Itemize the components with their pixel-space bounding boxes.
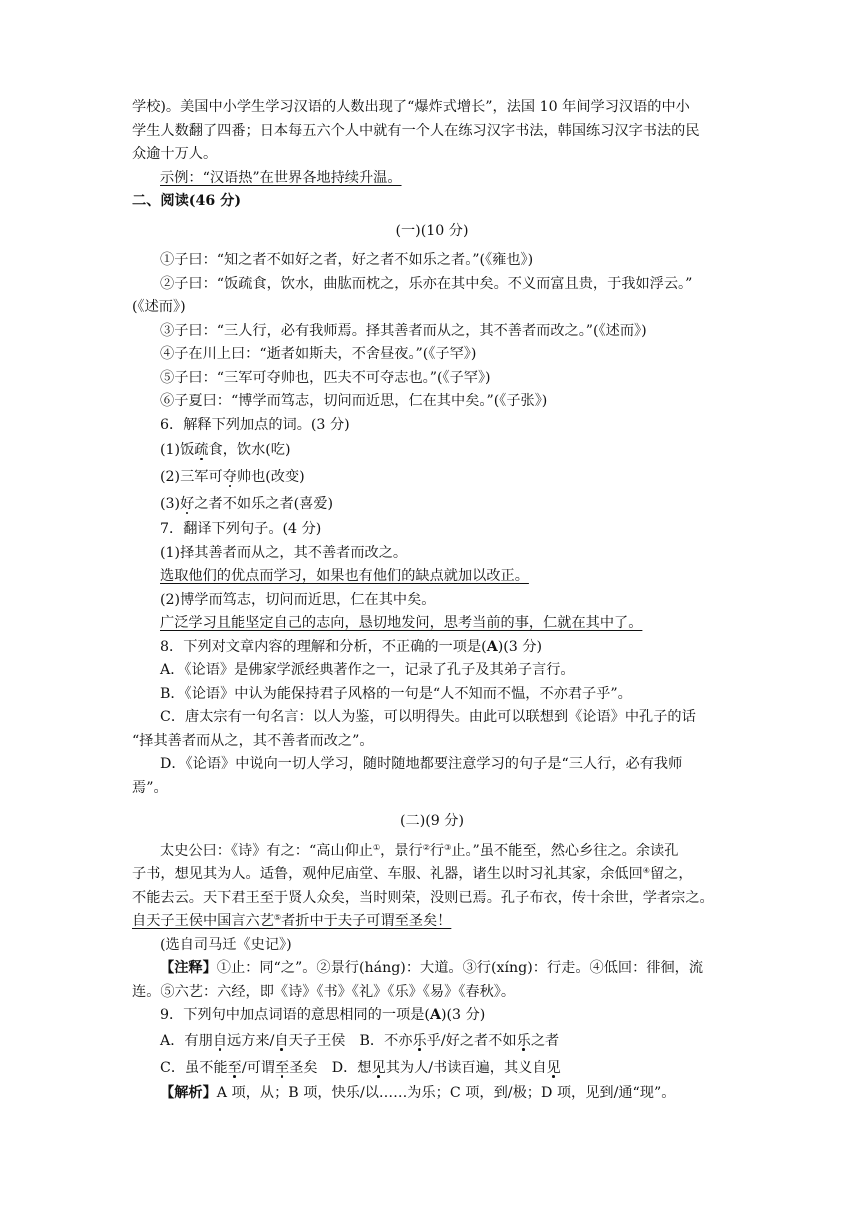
question-8-option: D．《论语》中说向一切人学习，随时随地都要注意学习的句子是“三人行，必有我师	[160, 756, 683, 772]
section-title: 二、阅读(46 分)	[132, 193, 242, 209]
question-7-answer: 选取他们的优点而学习，如果也有他们的缺点就加以改正。	[160, 568, 529, 584]
quote-4: ④子在川上曰：“逝者如斯夫，不舍昼夜。”(《子罕》)	[160, 346, 477, 362]
intro-line: 众逾十万人。	[132, 146, 218, 162]
classical-text: 子书，想见其为人。适鲁，观仲尼庙堂、车服、礼器，诸生以时习礼其家，余低回④留之，	[132, 866, 693, 882]
quote-5: ⑤子曰：“三军可夺帅也，匹夫不可夺志也。”(《子罕》)	[160, 369, 491, 386]
question-7-title: 7．翻译下列句子。(4 分)	[160, 521, 322, 537]
dotted-word: 好	[180, 496, 195, 512]
source-citation: (选自司马迁《史记》)	[160, 936, 292, 953]
question-8-option-cont: 焉”。	[132, 779, 168, 796]
question-8-option-cont: “择其善者而从之，其不善者而改之”。	[132, 732, 374, 749]
question-8-option: A．《论语》是佛家学派经典著作之一，记录了孔子及其弟子言行。	[160, 662, 575, 678]
question-8-option: C．唐太宗有一句名言：以人为鉴，可以明得失。由此可以联想到《论语》中孔子的话	[160, 709, 696, 725]
question-7-item: (2)博学而笃志，切问而近思，仁在其中矣。	[160, 591, 436, 608]
question-8-title: 8．下列对文章内容的理解和分析，不正确的一项是(A)(3 分)	[160, 638, 543, 655]
classical-text-underlined: 自天子王侯中国言六艺⑤者折中于夫子可谓至圣矣！	[132, 913, 452, 929]
quote-1: ①子曰：“知之者不如好之者，好之者不如乐之者。”(《雍也》)	[160, 252, 534, 268]
quote-3: ③子曰：“三人行，必有我师焉。择其善者而从之，其不善者而改之。”(《述而》)	[160, 322, 647, 339]
question-6-item: (1)饭疏食，饮水(吃)	[160, 442, 291, 458]
annotation-cont: 连。⑤六艺：六经，即《诗》《书》《礼》《乐》《易》《春秋》。	[132, 983, 516, 1000]
analysis: 【解析】A 项，从；B 项，快乐/以……为乐；C 项，到/极；D 项，见到/通“现”。	[160, 1084, 676, 1101]
part1-title: (一)(10 分)	[395, 222, 469, 239]
question-7-item: (1)择其善者而从之，其不善者而改之。	[160, 544, 408, 561]
dotted-word: 夺	[222, 469, 237, 485]
question-6-item: (2)三军可夺帅也(改变)	[160, 469, 305, 485]
question-9-title: 9．下列句中加点词语的意思相同的一项是(A)(3 分)	[160, 1007, 486, 1023]
question-6-item: (3)好之者不如乐之者(喜爱)	[160, 496, 334, 512]
question-7-answer: 广泛学习且能坚定自己的志向，恳切地发问，思考当前的事，仁就在其中了。	[160, 615, 643, 631]
answer-choice: A	[486, 638, 498, 655]
intro-line: 学生人数翻了四番；日本每五六个人中就有一个人在练习汉字书法，韩国练习汉字书法的民	[132, 122, 700, 139]
annotation: 【注释】①止：同“之”。②景行(háng)：大道。③行(xíng)：行走。④低回：徘徊，流	[160, 960, 704, 976]
classical-text: 太史公曰：《诗》有之：“高山仰止①，景行②行③止。”虽不能至，然心乡往之。余读孔	[160, 842, 679, 859]
quote-2: ②子曰：“饭疏食，饮水，曲肱而枕之，乐亦在其中矣。不义而富且贵，于我如浮云。”	[160, 275, 693, 292]
question-9-options: C．虽不能至/可谓至圣矣 D．想见其为人/书读百遍，其义自见	[160, 1059, 561, 1076]
quote-2-source: (《述而》)	[132, 299, 186, 315]
document-page	[132, 96, 732, 1105]
question-6-title: 6．解释下列加点的词。(3 分)	[160, 416, 350, 433]
part2-title: (二)(9 分)	[399, 813, 465, 829]
classical-text: 不能去云。天下君王至于贤人众矣，当时则荣，没则已焉。孔子布衣，传十余世，学者宗之。	[132, 889, 714, 906]
intro-line: 学校)。美国中小学生学习汉语的人数出现了“爆炸式增长”，法国 10 年间学习汉语的中小	[132, 99, 690, 115]
dotted-word: 疏	[194, 442, 209, 458]
answer-choice: A	[429, 1007, 441, 1023]
question-8-option: B．《论语》中认为能保持君子风格的一句是“人不知而不愠，不亦君子乎”。	[160, 685, 632, 702]
quote-6: ⑥子夏曰：“博学而笃志，切问而近思，仁在其中矣。”(《子张》)	[160, 393, 548, 409]
example-answer: 示例：“汉语热”在世界各地持续升温。	[160, 169, 402, 186]
question-9-options: A．有朋自远方来/自天子王侯 B．不亦乐乎/好之者不如乐之者	[160, 1032, 560, 1049]
